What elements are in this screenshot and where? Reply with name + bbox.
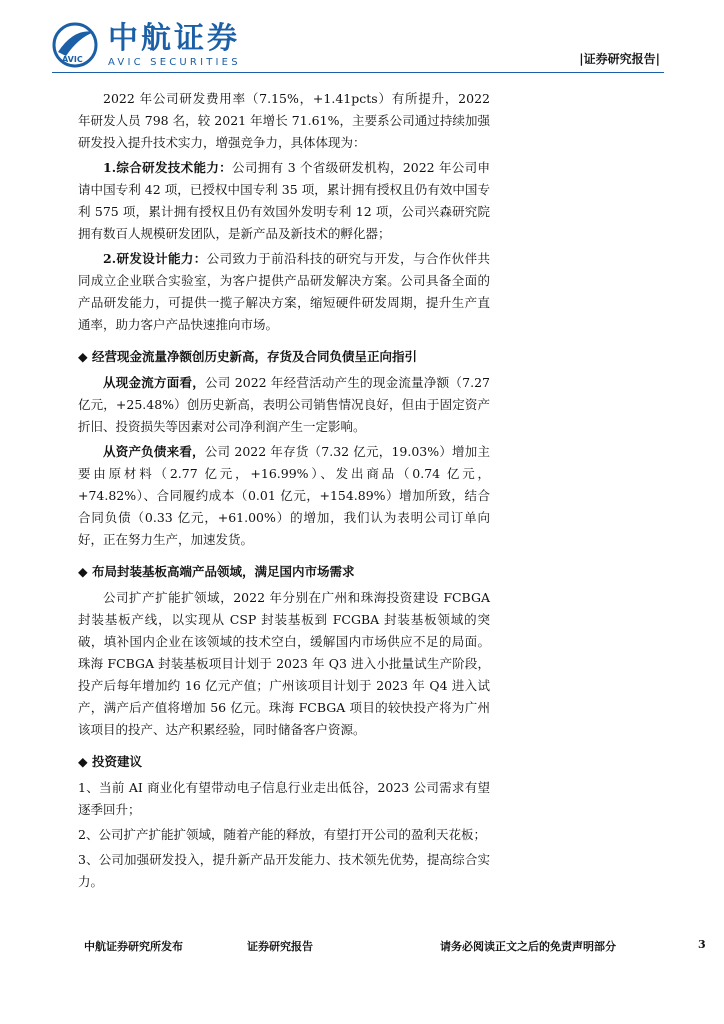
- footer-disclaimer: 请务必阅读正文之后的免责声明部分: [440, 940, 616, 953]
- point-2-heading: 2.研发设计能力：: [103, 251, 207, 266]
- point-1-heading: 1.综合研发技术能力：: [103, 160, 233, 175]
- report-tag: |证券研究报告|: [579, 52, 660, 66]
- balance-lead: 从资产负债来看，: [103, 444, 205, 459]
- page-header: [0, 0, 724, 80]
- footer-publisher: 中航证券研究所发布: [84, 940, 183, 953]
- section-substrate-heading: ◆ 布局封装基板高端产品领域，满足国内市场需求: [78, 561, 490, 583]
- diamond-bullet-icon: ◆: [78, 564, 88, 579]
- point-1-paragraph: [78, 157, 490, 245]
- avic-logo-icon: [52, 22, 98, 68]
- point-1-text: 公司拥有 3 个省级研发机构，2022 年公司申请中国专利 42 项，已授权中国专利 35 项，累计拥有授权且仍有效中国专利 575 项，累计拥有授权且仍有效国外发明专利 12 项，公司兴森研究院拥有数百人规模研发团队，是新产品及新技术的孵化器；: [78, 160, 491, 241]
- brand-name-en: AVIC SECURITIES: [108, 57, 241, 68]
- report-body: [78, 88, 490, 896]
- cashflow-lead: 从现金流方面看，: [103, 375, 206, 390]
- advice-item-3: 3、公司加强研发投入，提升新产品开发能力、技术领先优势，提高综合实力。: [78, 852, 490, 889]
- advice-item-1: 1、当前 AI 商业化有望带动电子信息行业走出低谷，2023 公司需求有望逐季回升；: [78, 780, 490, 817]
- diamond-bullet-icon: ◆: [78, 349, 88, 364]
- point-2-paragraph: [78, 248, 490, 336]
- intro-paragraph: 2022 年公司研发费用率（7.15%，+1.41pcts）有所提升，2022 年研发人员 798 名，较 2021 年增长 71.61%，主要系公司通过持续加强研发投入提升技术实力，增强竞争力，具体体现为：: [78, 91, 490, 150]
- brand-name-cn: 中航证券: [108, 21, 240, 56]
- section-advice-heading: ◆ 投资建议: [78, 751, 490, 773]
- section-cashflow-heading: ◆ 经营现金流量净额创历史新高，存货及合同负债呈正向指引: [78, 346, 490, 368]
- cashflow-paragraph: [78, 372, 490, 438]
- header-divider: [52, 72, 664, 73]
- advice-item-2: 2、公司扩产扩能扩领域，随着产能的释放，有望打开公司的盈利天花板；: [78, 827, 486, 842]
- balance-text: 公司 2022 年存货（7.32 亿元，19.03%）增加主要由原材料（2.77 亿元，+16.99%）、发出商品（0.74 亿元，+74.82%）、合同履约成本（0.01 亿元，+154.89%）增加所致，结合合同负债（0.33 亿元，+61.00%）的增加，我们认为表明公司订单向好，正在努力生产，加速发货。: [78, 444, 490, 547]
- diamond-bullet-icon: ◆: [78, 754, 88, 769]
- substrate-paragraph: 公司扩产扩能扩领域，2022 年分别在广州和珠海投资建设 FCBGA 封装基板产线，以实现从 CSP 封装基板到 FCGBA 封装基板领域的突破，填补国内企业在该领域的技术空白，缓解国内市场供应不足的局面。珠海 FCBGA 封装基板项目计划于 2023 年 Q3 进入小批量试生产阶段，投产后每年增加约 16 亿元产值；广州该项目计划于 2023 年 Q4 进入试产，满产后产值将增加 56 亿元。珠海 FCBGA 项目的较快投产将为广州该项目的投产、达产积累经验，同时储备客户资源。: [78, 590, 490, 737]
- footer-report-type: 证券研究报告: [247, 940, 313, 953]
- cashflow-text: 公司 2022 年经营活动产生的现金流量净额（7.27 亿元，+25.48%）创历史新高，表明公司销售情况良好，但由于固定资产折旧、投资损失等因素对公司净利润产生一定影响。: [78, 375, 490, 434]
- balance-paragraph: [78, 441, 490, 551]
- page-number: 3: [698, 938, 706, 951]
- point-2-text: 公司致力于前沿科技的研究与开发，与合作伙伴共同成立企业联合实验室，为客户提供产品研发解决方案。公司具备全面的产品研发能力，可提供一揽子解决方案，缩短硬件研发周期，提升生产直通率，助力客户产品快速推向市场。: [78, 251, 490, 332]
- svg-text:AVIC: AVIC: [62, 55, 83, 64]
